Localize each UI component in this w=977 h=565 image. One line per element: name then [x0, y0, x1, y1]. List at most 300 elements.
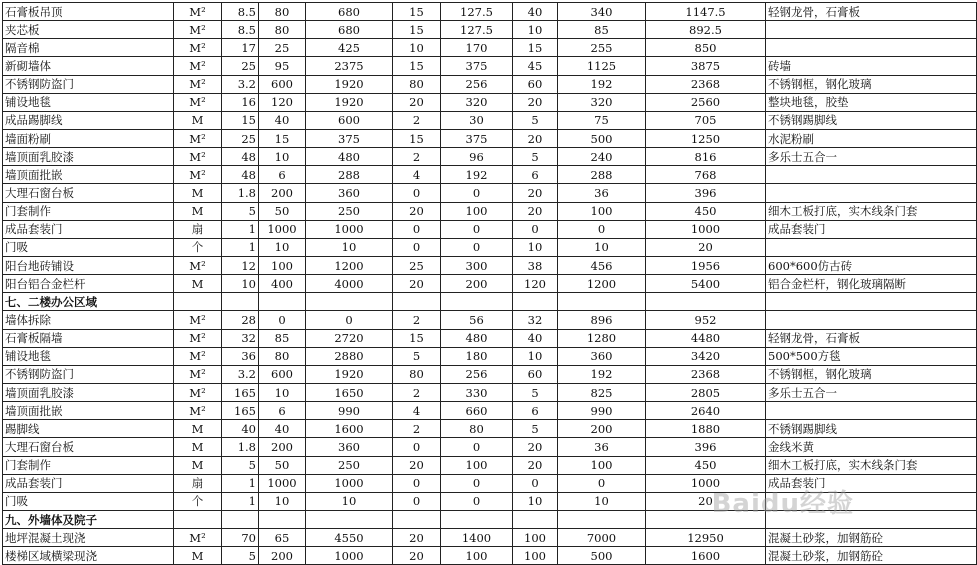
- cell-aux-price: 5: [513, 383, 558, 401]
- cell-aux-total: 0: [558, 220, 646, 238]
- cell-labor-price: 2: [393, 420, 441, 438]
- cell-material-price: 6: [259, 166, 306, 184]
- cell-labor-total: 80: [441, 420, 513, 438]
- cell-labor-price: 0: [393, 184, 441, 202]
- cell-aux-price: 0: [513, 220, 558, 238]
- table-row: [3, 402, 977, 420]
- cell-remark: [766, 238, 977, 256]
- cell-labor-price: 2: [393, 111, 441, 129]
- cell-labor-total: 170: [441, 39, 513, 57]
- cell-material-price: 200: [259, 184, 306, 202]
- cell-aux-total: 7000: [558, 529, 646, 547]
- cell-labor-total: 256: [441, 365, 513, 383]
- cell-material-total: 2375: [306, 57, 393, 75]
- cell-aux-price: 5: [513, 148, 558, 166]
- cell-labor-total: 127.5: [441, 21, 513, 39]
- cell-labor-price: 20: [393, 456, 441, 474]
- table-row: [3, 39, 977, 57]
- table-row: [3, 148, 977, 166]
- cell-unit: [174, 510, 222, 528]
- cell-labor-total: 0: [441, 438, 513, 456]
- cell-aux-price: 10: [513, 238, 558, 256]
- table-row: [3, 220, 977, 238]
- cell-item-name: 门吸: [3, 238, 174, 256]
- table-row: [3, 129, 977, 147]
- cell-material-total: 0: [306, 311, 393, 329]
- cell-labor-total: 127.5: [441, 3, 513, 21]
- cell-total: 850: [646, 39, 766, 57]
- cell-total: 450: [646, 202, 766, 220]
- cell-aux-total: 896: [558, 311, 646, 329]
- cell-quantity: 1.8: [222, 184, 259, 202]
- cell-unit: M: [174, 438, 222, 456]
- table-row: [3, 529, 977, 547]
- cell-aux-price: 20: [513, 456, 558, 474]
- cell-quantity: 70: [222, 529, 259, 547]
- cell-aux-total: 288: [558, 166, 646, 184]
- cell-material-price: 40: [259, 420, 306, 438]
- table-row: [3, 438, 977, 456]
- cell-material-price: 80: [259, 347, 306, 365]
- cell-total: 1147.5: [646, 3, 766, 21]
- cell-labor-price: 25: [393, 256, 441, 274]
- cell-aux-price: 45: [513, 57, 558, 75]
- cell-labor-total: 300: [441, 256, 513, 274]
- cell-total: 1600: [646, 547, 766, 565]
- cell-aux-total: 36: [558, 184, 646, 202]
- cell-labor-total: 1400: [441, 529, 513, 547]
- cell-remark: 轻钢龙骨，石膏板: [766, 329, 977, 347]
- cell-remark: 600*600仿古砖: [766, 256, 977, 274]
- cell-material-price: [259, 510, 306, 528]
- cell-quantity: 32: [222, 329, 259, 347]
- cell-aux-total: 500: [558, 129, 646, 147]
- cell-unit: M: [174, 456, 222, 474]
- cell-total: 1000: [646, 474, 766, 492]
- cell-unit: M²: [174, 3, 222, 21]
- cell-material-total: [306, 510, 393, 528]
- cell-labor-total: 100: [441, 456, 513, 474]
- cell-material-total: 1600: [306, 420, 393, 438]
- table-row: [3, 238, 977, 256]
- cell-quantity: 8.5: [222, 3, 259, 21]
- cell-labor-price: 20: [393, 275, 441, 293]
- cell-aux-price: 10: [513, 492, 558, 510]
- cell-unit: M²: [174, 166, 222, 184]
- cell-material-total: 10: [306, 238, 393, 256]
- cell-total: 450: [646, 456, 766, 474]
- cell-total: 705: [646, 111, 766, 129]
- cell-material-total: 1200: [306, 256, 393, 274]
- cell-unit: [174, 293, 222, 311]
- table-row: [3, 456, 977, 474]
- cell-unit: M²: [174, 21, 222, 39]
- cell-item-name: 门套制作: [3, 456, 174, 474]
- cell-item-name: 成品套装门: [3, 220, 174, 238]
- cell-material-total: 250: [306, 456, 393, 474]
- cell-quantity: 17: [222, 39, 259, 57]
- cell-material-price: 40: [259, 111, 306, 129]
- cell-material-price: 85: [259, 329, 306, 347]
- cell-quantity: 25: [222, 57, 259, 75]
- cell-item-name: 不锈钢防盗门: [3, 75, 174, 93]
- cell-total: 20: [646, 492, 766, 510]
- cell-remark: [766, 39, 977, 57]
- cell-quantity: 1: [222, 220, 259, 238]
- cell-aux-total: [558, 510, 646, 528]
- cell-total: 892.5: [646, 21, 766, 39]
- cell-aux-total: 1200: [558, 275, 646, 293]
- cell-total: 2368: [646, 365, 766, 383]
- cell-total: [646, 293, 766, 311]
- cell-total: 2368: [646, 75, 766, 93]
- cell-material-price: 1000: [259, 474, 306, 492]
- cell-aux-total: 825: [558, 383, 646, 401]
- cell-item-name: 成品踢脚线: [3, 111, 174, 129]
- table-row: [3, 311, 977, 329]
- cell-aux-price: 20: [513, 202, 558, 220]
- cell-remark: 不锈钢踢脚线: [766, 111, 977, 129]
- cell-labor-price: 5: [393, 347, 441, 365]
- cell-quantity: 12: [222, 256, 259, 274]
- table-row: [3, 75, 977, 93]
- cell-unit: 个: [174, 492, 222, 510]
- cell-material-total: 2720: [306, 329, 393, 347]
- cell-unit: M²: [174, 75, 222, 93]
- cell-material-price: 50: [259, 202, 306, 220]
- cell-aux-total: 85: [558, 21, 646, 39]
- table-row: [3, 166, 977, 184]
- cell-aux-price: 32: [513, 311, 558, 329]
- cell-total: 952: [646, 311, 766, 329]
- cell-unit: M²: [174, 129, 222, 147]
- cell-item-name: 夹芯板: [3, 21, 174, 39]
- cell-remark: 金线米黄: [766, 438, 977, 456]
- cell-aux-total: 990: [558, 402, 646, 420]
- cell-material-price: 80: [259, 3, 306, 21]
- cell-aux-price: 100: [513, 529, 558, 547]
- cell-quantity: 3.2: [222, 75, 259, 93]
- cell-aux-total: 192: [558, 365, 646, 383]
- cell-unit: M: [174, 275, 222, 293]
- cell-labor-total: 96: [441, 148, 513, 166]
- cell-labor-price: 0: [393, 474, 441, 492]
- cell-aux-price: [513, 510, 558, 528]
- cell-labor-total: 330: [441, 383, 513, 401]
- cell-unit: M²: [174, 383, 222, 401]
- cell-labor-price: 15: [393, 3, 441, 21]
- cell-remark: 成品套装门: [766, 474, 977, 492]
- cell-total: 20: [646, 238, 766, 256]
- cell-material-price: 10: [259, 148, 306, 166]
- cell-aux-price: 5: [513, 420, 558, 438]
- table-row: [3, 256, 977, 274]
- cell-labor-price: 15: [393, 57, 441, 75]
- cell-material-total: 1920: [306, 75, 393, 93]
- cell-remark: 不锈钢框，钢化玻璃: [766, 365, 977, 383]
- cell-labor-price: 80: [393, 365, 441, 383]
- cell-quantity: 25: [222, 129, 259, 147]
- cell-item-name: 阳台铝合金栏杆: [3, 275, 174, 293]
- cell-aux-total: 320: [558, 93, 646, 111]
- cell-labor-total: 180: [441, 347, 513, 365]
- cell-labor-total: 56: [441, 311, 513, 329]
- cell-labor-total: 30: [441, 111, 513, 129]
- cell-total: 3875: [646, 57, 766, 75]
- cell-labor-price: 10: [393, 39, 441, 57]
- cell-material-price: 95: [259, 57, 306, 75]
- cell-remark: 水泥粉刷: [766, 129, 977, 147]
- cell-material-total: 250: [306, 202, 393, 220]
- cell-material-total: 1000: [306, 474, 393, 492]
- cell-aux-total: 1125: [558, 57, 646, 75]
- cell-aux-total: 500: [558, 547, 646, 565]
- cell-aux-price: 20: [513, 93, 558, 111]
- cell-item-name: 石膏板隔墙: [3, 329, 174, 347]
- cell-material-total: 680: [306, 21, 393, 39]
- table-row: [3, 275, 977, 293]
- cell-labor-price: 2: [393, 383, 441, 401]
- cell-labor-total: 100: [441, 547, 513, 565]
- cell-quantity: 5: [222, 547, 259, 565]
- cell-unit: M: [174, 547, 222, 565]
- cell-item-name: 楼梯区域横梁现浇: [3, 547, 174, 565]
- cell-quantity: 48: [222, 148, 259, 166]
- cell-item-name: 九、外墙体及院子: [3, 510, 174, 528]
- cell-material-total: 10: [306, 492, 393, 510]
- cell-aux-total: 100: [558, 456, 646, 474]
- cell-remark: 成品套装门: [766, 220, 977, 238]
- cell-material-price: 600: [259, 365, 306, 383]
- cell-quantity: 36: [222, 347, 259, 365]
- cell-remark: 细木工板打底，实木线条门套: [766, 456, 977, 474]
- cell-quantity: 16: [222, 93, 259, 111]
- cell-item-name: 墙体拆除: [3, 311, 174, 329]
- cell-labor-price: 20: [393, 93, 441, 111]
- cell-remark: 不锈钢踢脚线: [766, 420, 977, 438]
- cell-remark: [766, 293, 977, 311]
- cell-quantity: [222, 293, 259, 311]
- cell-material-price: 15: [259, 129, 306, 147]
- cell-material-price: 200: [259, 438, 306, 456]
- cell-item-name: 踢脚线: [3, 420, 174, 438]
- cell-labor-total: 375: [441, 57, 513, 75]
- cell-remark: [766, 402, 977, 420]
- cell-aux-price: 15: [513, 39, 558, 57]
- table-row: [3, 3, 977, 21]
- cell-labor-price: [393, 293, 441, 311]
- cell-aux-price: 40: [513, 3, 558, 21]
- cell-total: 12950: [646, 529, 766, 547]
- cell-material-total: 680: [306, 3, 393, 21]
- cell-remark: [766, 21, 977, 39]
- table-row: [3, 329, 977, 347]
- cell-quantity: 48: [222, 166, 259, 184]
- cell-labor-price: 20: [393, 547, 441, 565]
- cell-unit: M²: [174, 329, 222, 347]
- cell-remark: [766, 311, 977, 329]
- cell-item-name: 墙面粉刷: [3, 129, 174, 147]
- cell-aux-price: 0: [513, 474, 558, 492]
- cell-material-price: 6: [259, 402, 306, 420]
- cell-aux-price: 6: [513, 402, 558, 420]
- cell-material-price: 120: [259, 93, 306, 111]
- cell-labor-total: 100: [441, 202, 513, 220]
- cell-material-total: 1000: [306, 547, 393, 565]
- cell-aux-price: 10: [513, 347, 558, 365]
- cell-labor-total: [441, 510, 513, 528]
- cell-labor-total: 0: [441, 220, 513, 238]
- cell-aux-price: 40: [513, 329, 558, 347]
- cell-item-name: 铺设地毯: [3, 93, 174, 111]
- cell-unit: 扇: [174, 220, 222, 238]
- cell-aux-price: [513, 293, 558, 311]
- table-row: [3, 57, 977, 75]
- cell-total: 2805: [646, 383, 766, 401]
- cell-remark: 500*500方毯: [766, 347, 977, 365]
- cell-labor-price: 2: [393, 311, 441, 329]
- cell-aux-price: 100: [513, 547, 558, 565]
- cell-quantity: 1: [222, 474, 259, 492]
- cell-material-price: 100: [259, 256, 306, 274]
- cell-total: 5400: [646, 275, 766, 293]
- table-row: [3, 365, 977, 383]
- cell-material-price: 10: [259, 238, 306, 256]
- cell-material-total: 480: [306, 148, 393, 166]
- cell-labor-total: 660: [441, 402, 513, 420]
- cell-labor-total: 192: [441, 166, 513, 184]
- cell-remark: 不锈钢框，钢化玻璃: [766, 75, 977, 93]
- cell-aux-total: [558, 293, 646, 311]
- cell-material-total: 1000: [306, 220, 393, 238]
- cell-unit: 个: [174, 238, 222, 256]
- cell-aux-price: 60: [513, 75, 558, 93]
- cell-quantity: 5: [222, 456, 259, 474]
- cell-unit: M: [174, 420, 222, 438]
- cell-aux-price: 6: [513, 166, 558, 184]
- cell-labor-price: 15: [393, 129, 441, 147]
- cell-aux-price: 120: [513, 275, 558, 293]
- cell-unit: M: [174, 111, 222, 129]
- cell-labor-total: 320: [441, 93, 513, 111]
- cell-material-total: 288: [306, 166, 393, 184]
- cell-unit: M²: [174, 57, 222, 75]
- cell-material-total: 375: [306, 129, 393, 147]
- cell-item-name: 门吸: [3, 492, 174, 510]
- cell-total: 1880: [646, 420, 766, 438]
- cell-labor-price: 0: [393, 238, 441, 256]
- cell-total: 2640: [646, 402, 766, 420]
- cell-unit: M²: [174, 365, 222, 383]
- cell-quantity: 165: [222, 402, 259, 420]
- table-row: [3, 420, 977, 438]
- cell-labor-price: 15: [393, 329, 441, 347]
- cell-quantity: 15: [222, 111, 259, 129]
- cell-aux-total: 36: [558, 438, 646, 456]
- cell-labor-price: 20: [393, 529, 441, 547]
- cell-quantity: 165: [222, 383, 259, 401]
- cell-material-price: 65: [259, 529, 306, 547]
- cell-aux-price: 38: [513, 256, 558, 274]
- cell-aux-price: 10: [513, 21, 558, 39]
- cell-unit: M²: [174, 39, 222, 57]
- table-row: [3, 21, 977, 39]
- table-row: [3, 184, 977, 202]
- cell-remark: [766, 166, 977, 184]
- cell-material-price: 80: [259, 21, 306, 39]
- cell-unit: M²: [174, 347, 222, 365]
- cell-labor-price: 4: [393, 402, 441, 420]
- cell-aux-price: 20: [513, 129, 558, 147]
- cell-item-name: 成品套装门: [3, 474, 174, 492]
- cell-remark: 细木工板打底，实木线条门套: [766, 202, 977, 220]
- cell-labor-total: 256: [441, 75, 513, 93]
- cell-item-name: 大理石窗台板: [3, 184, 174, 202]
- cell-item-name: 不锈钢防盗门: [3, 365, 174, 383]
- cell-unit: M²: [174, 148, 222, 166]
- cell-item-name: 七、二楼办公区域: [3, 293, 174, 311]
- cell-aux-price: 60: [513, 365, 558, 383]
- cell-material-total: 2880: [306, 347, 393, 365]
- cell-aux-total: 192: [558, 75, 646, 93]
- cell-remark: 混凝土砂浆，加钢筋砼: [766, 529, 977, 547]
- cell-labor-total: 0: [441, 238, 513, 256]
- cell-quantity: 3.2: [222, 365, 259, 383]
- cell-unit: M: [174, 184, 222, 202]
- cell-material-total: 4550: [306, 529, 393, 547]
- table-row: [3, 202, 977, 220]
- cell-aux-price: 20: [513, 184, 558, 202]
- cell-labor-price: 4: [393, 166, 441, 184]
- cell-labor-price: 80: [393, 75, 441, 93]
- cell-unit: M²: [174, 529, 222, 547]
- cell-material-total: 360: [306, 438, 393, 456]
- cell-remark: 多乐士五合一: [766, 148, 977, 166]
- cell-unit: M²: [174, 402, 222, 420]
- cell-total: 1956: [646, 256, 766, 274]
- cell-material-total: 1920: [306, 93, 393, 111]
- cell-remark: 铝合金栏杆，钢化玻璃隔断: [766, 275, 977, 293]
- cell-material-price: 600: [259, 75, 306, 93]
- cell-item-name: 隔音棉: [3, 39, 174, 57]
- cell-item-name: 墙顶面乳胶漆: [3, 148, 174, 166]
- cell-item-name: 墙顶面批嵌: [3, 166, 174, 184]
- cell-material-price: 25: [259, 39, 306, 57]
- cell-labor-total: 480: [441, 329, 513, 347]
- cell-material-total: 1650: [306, 383, 393, 401]
- cell-aux-total: 10: [558, 238, 646, 256]
- cell-labor-price: 0: [393, 220, 441, 238]
- cell-labor-price: [393, 510, 441, 528]
- cell-labor-price: 0: [393, 492, 441, 510]
- cell-quantity: 5: [222, 202, 259, 220]
- cell-remark: 轻钢龙骨，石膏板: [766, 3, 977, 21]
- cell-aux-total: 100: [558, 202, 646, 220]
- table-body: [3, 3, 977, 565]
- cell-material-price: 1000: [259, 220, 306, 238]
- cell-material-price: 0: [259, 311, 306, 329]
- cell-material-price: 10: [259, 492, 306, 510]
- cell-unit: M: [174, 202, 222, 220]
- cell-aux-total: 240: [558, 148, 646, 166]
- cell-labor-price: 0: [393, 438, 441, 456]
- cell-aux-total: 1280: [558, 329, 646, 347]
- cell-item-name: 石膏板吊顶: [3, 3, 174, 21]
- cell-remark: 多乐士五合一: [766, 383, 977, 401]
- cell-labor-total: 0: [441, 184, 513, 202]
- cell-material-total: 1920: [306, 365, 393, 383]
- cell-unit: M²: [174, 256, 222, 274]
